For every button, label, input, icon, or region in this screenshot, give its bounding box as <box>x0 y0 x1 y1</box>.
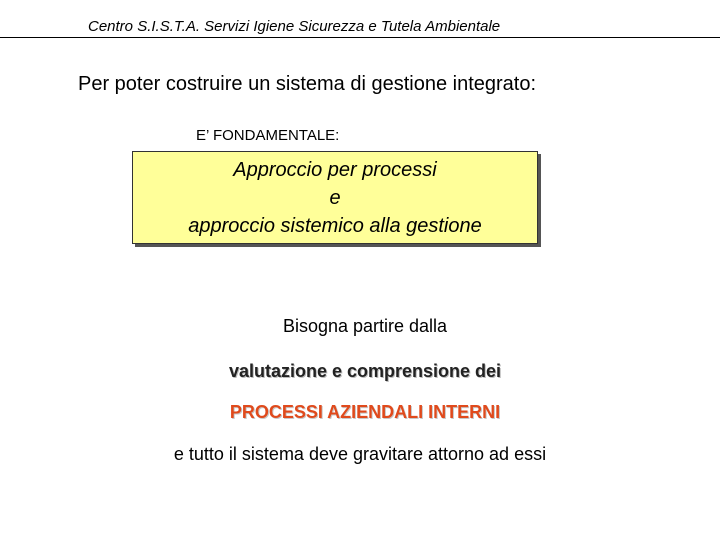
header-title: Centro S.I.S.T.A. Servizi Igiene Sicurezza e Tutela Ambientale <box>88 18 501 35</box>
header-divider <box>0 37 720 38</box>
processes-text: PROCESSI AZIENDALI INTERNI <box>229 402 501 422</box>
need-start-text: Bisogna partire dalla <box>282 316 448 336</box>
highlight-line-2: e <box>329 186 341 209</box>
highlight-box <box>132 151 538 244</box>
evaluation-text: valutazione e comprensione dei <box>228 361 502 381</box>
intro-text: Per poter costruire un sistema di gestione integrato: <box>78 73 537 95</box>
fundamental-label: E’ FONDAMENTALE: <box>196 127 340 144</box>
highlight-line-1: Approccio per processi <box>233 158 437 181</box>
gravitate-text: e tutto il sistema deve gravitare attorno ad essi <box>173 444 547 464</box>
highlight-line-3: approccio sistemico alla gestione <box>188 214 482 237</box>
